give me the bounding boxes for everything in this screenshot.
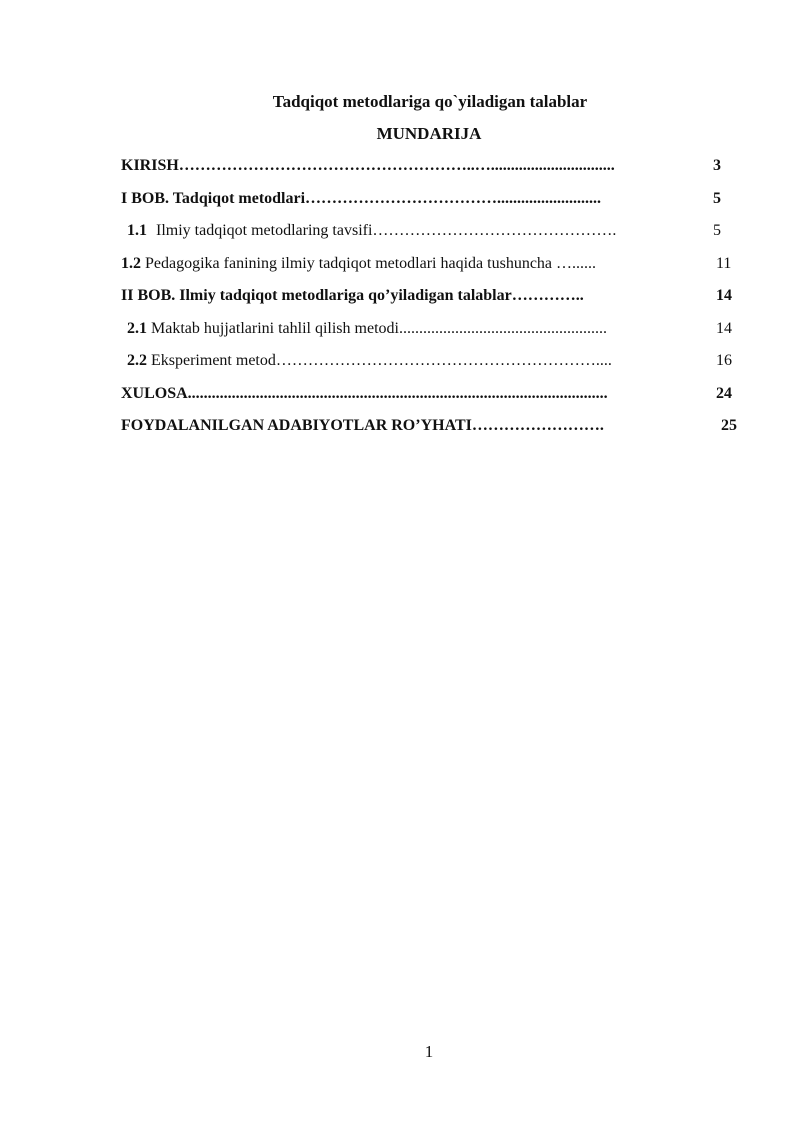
toc-entry-label: XULOSA......................................................................................................... — [121, 384, 608, 402]
toc-entry-label: Maktab hujjatlarini tahlil qilish metodi.................................................... — [151, 319, 607, 337]
toc-entry-label: II BOB. Ilmiy tadqiqot metodlariga qo’yiladigan talablar………….. — [121, 287, 584, 304]
toc-entry-page: 25 — [721, 417, 737, 434]
toc-entry-chapter-2 — [121, 285, 741, 318]
toc-entry-label: KIRISH………………………………………………..…............................... — [121, 157, 615, 174]
toc-entry-page: 14 — [716, 319, 732, 337]
toc-entry-section-1-2 — [121, 253, 741, 286]
toc-entry-label-wrap — [121, 253, 596, 275]
toc-entry-page: 5 — [713, 189, 721, 207]
toc-entry-page: 5 — [713, 222, 721, 239]
toc-entry-page: 24 — [716, 384, 732, 402]
toc-entry-number: 1.2 — [121, 254, 141, 272]
toc-entry-number: 2.2 — [127, 352, 147, 369]
page-number: 1 — [424, 1042, 434, 1061]
table-of-contents — [121, 155, 741, 448]
toc-entry-page: 16 — [716, 352, 732, 369]
toc-entry-label-wrap — [121, 350, 612, 372]
toc-entry-section-2-1 — [121, 318, 741, 351]
toc-entry-label: Pedagogika fanining ilmiy tadqiqot metodlari haqida tushuncha …...... — [145, 254, 597, 272]
document-title: Tadqiqot metodlariga qo`yiladigan talablar — [272, 92, 588, 111]
toc-entry-page: 3 — [713, 157, 721, 174]
toc-entry-conclusion — [121, 383, 741, 416]
toc-entry-section-1-1 — [121, 220, 741, 253]
toc-entry-label: Eksperiment metod…………………………………………………….... — [151, 352, 612, 369]
toc-entry-label-wrap — [121, 318, 607, 340]
toc-entry-label-wrap — [121, 220, 616, 242]
toc-entry-page: 14 — [716, 287, 732, 304]
toc-entry-chapter-1 — [121, 188, 741, 221]
toc-entry-number: 1.1 — [127, 222, 147, 239]
toc-entry-label: I BOB. Tadqiqot metodlari……………………………….......................... — [121, 189, 602, 207]
toc-entry-label: Ilmiy tadqiqot metodlaring tavsifi………………………………………. — [156, 222, 617, 239]
toc-entry-page: 11 — [716, 254, 732, 272]
toc-entry-kirish — [121, 155, 741, 188]
toc-heading: MUNDARIJA — [376, 124, 482, 143]
toc-entry-section-2-2 — [121, 350, 741, 383]
toc-entry-label: FOYDALANILGAN ADABIYOTLAR RO’YHATI……………………. — [121, 417, 604, 434]
toc-entry-references — [121, 415, 741, 448]
toc-entry-number: 2.1 — [127, 319, 147, 337]
